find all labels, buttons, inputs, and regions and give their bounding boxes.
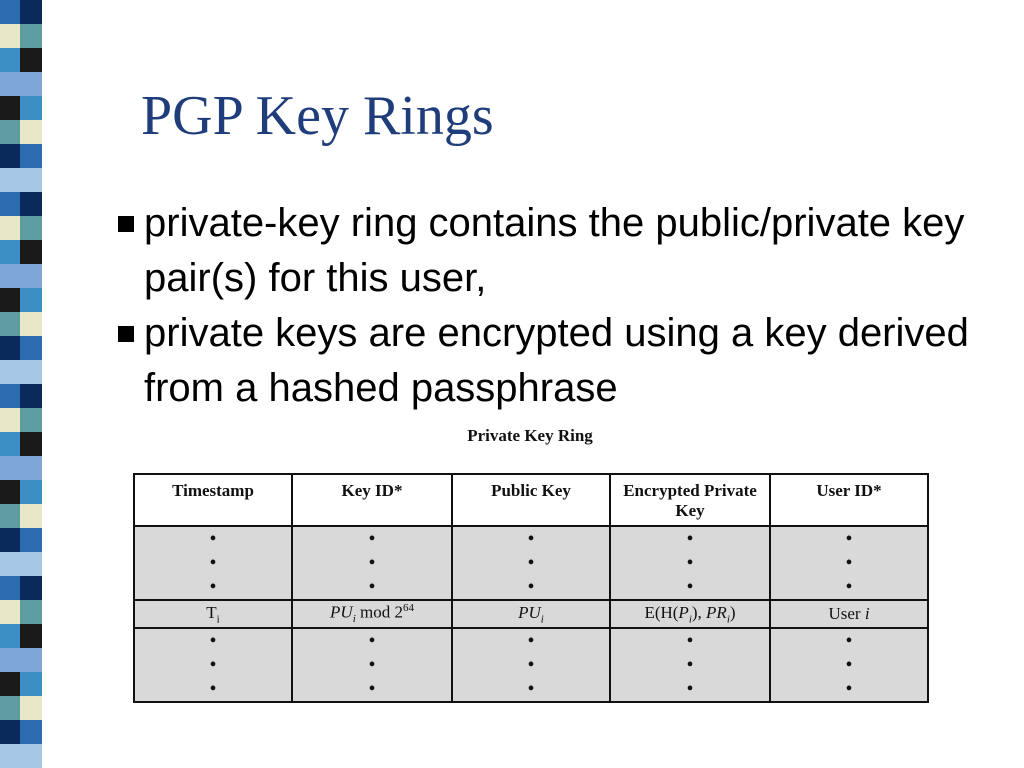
decorative-side-strip [0, 0, 48, 768]
strip-tile [20, 0, 42, 24]
strip-tile [0, 72, 20, 96]
square-bullet-icon [118, 216, 134, 232]
ellipsis-dots: • • • [686, 528, 694, 598]
strip-tile [0, 96, 20, 120]
header-key-id: Key ID* [292, 474, 452, 526]
strip-tile [0, 408, 20, 432]
table-row [134, 600, 928, 628]
strip-tile [20, 360, 42, 384]
strip-tile [20, 96, 42, 120]
strip-tile [0, 504, 20, 528]
strip-tile [20, 528, 42, 552]
ellipsis-cell [134, 628, 292, 702]
bullet-text: private keys are encrypted using a key derived from a hashed passphrase [144, 311, 969, 410]
strip-tile [20, 312, 42, 336]
strip-tile [20, 48, 42, 72]
ellipsis-cell [770, 526, 928, 600]
bullet-item [116, 196, 996, 306]
strip-tile [0, 696, 20, 720]
ellipsis-dots: • • • [368, 528, 376, 598]
ellipsis-cell [452, 628, 610, 702]
strip-tile [0, 168, 20, 192]
cell-timestamp: $T_i$ [134, 600, 292, 628]
ellipsis-cell [610, 526, 770, 600]
strip-tile [0, 48, 20, 72]
cell-public-key: $PU_i$ [452, 600, 610, 628]
strip-tile [20, 216, 42, 240]
ellipsis-cell [452, 526, 610, 600]
strip-tile [20, 648, 42, 672]
ellipsis-cell [134, 526, 292, 600]
header-public-key: Public Key [452, 474, 610, 526]
strip-tile [20, 720, 42, 744]
strip-tile [20, 288, 42, 312]
strip-tile [20, 336, 42, 360]
strip-tile [0, 480, 20, 504]
bullet-text: private-key ring contains the public/private key pair(s) for this user, [144, 201, 965, 300]
strip-tile [20, 384, 42, 408]
strip-tile [0, 432, 20, 456]
square-bullet-icon [118, 326, 134, 342]
table-caption: Private Key Ring [467, 426, 593, 445]
strip-tile [0, 624, 20, 648]
strip-tile [0, 648, 20, 672]
strip-tile [0, 528, 20, 552]
strip-tile [0, 264, 20, 288]
strip-tile [20, 192, 42, 216]
table-row-ellipsis [134, 526, 928, 600]
ellipsis-cell [610, 628, 770, 702]
strip-tile [20, 672, 42, 696]
strip-tile [20, 120, 42, 144]
cell-key-id: $PU_i$ mod $2^{64}$ [292, 600, 452, 628]
ellipsis-dots: • • • [527, 630, 535, 700]
ellipsis-cell [292, 526, 452, 600]
ellipsis-dots: • • • [368, 630, 376, 700]
strip-tile [0, 384, 20, 408]
ellipsis-cell [292, 628, 452, 702]
strip-tile [20, 408, 42, 432]
strip-tile [20, 168, 42, 192]
bullet-list [116, 196, 996, 416]
table-row-ellipsis [134, 628, 928, 702]
ellipsis-dots: • • • [527, 528, 535, 598]
strip-tile [20, 144, 42, 168]
header-encrypted-private-key: Encrypted Private Key [610, 474, 770, 526]
table-header-row [134, 474, 928, 526]
ellipsis-dots: • • • [845, 528, 853, 598]
strip-tile [20, 744, 42, 768]
strip-tile [20, 24, 42, 48]
strip-tile [0, 0, 20, 24]
strip-tile [20, 456, 42, 480]
strip-tile [20, 600, 42, 624]
strip-tile [20, 72, 42, 96]
strip-tile [0, 288, 20, 312]
header-timestamp: Timestamp [134, 474, 292, 526]
cell-encrypted-private-key: $E(H(P_i)$, $PR_i$) [610, 600, 770, 628]
strip-tile [0, 600, 20, 624]
ellipsis-dots: • • • [209, 528, 217, 598]
strip-tile [20, 264, 42, 288]
strip-tile [0, 336, 20, 360]
ellipsis-dots: • • • [845, 630, 853, 700]
strip-tile [0, 360, 20, 384]
strip-tile [0, 240, 20, 264]
strip-tile [20, 240, 42, 264]
strip-tile [0, 144, 20, 168]
ellipsis-cell [770, 628, 928, 702]
header-user-id: User ID* [770, 474, 928, 526]
strip-tile [20, 432, 42, 456]
strip-tile [0, 744, 20, 768]
strip-tile [20, 576, 42, 600]
strip-tile [0, 576, 20, 600]
strip-tile [0, 24, 20, 48]
strip-tile [20, 696, 42, 720]
cell-user-id: User i [770, 600, 928, 628]
strip-tile [0, 552, 20, 576]
strip-tile [20, 480, 42, 504]
slide-title: PGP Key Rings [141, 85, 494, 147]
private-key-ring-table [133, 473, 929, 703]
strip-tile [0, 720, 20, 744]
strip-tile [0, 192, 20, 216]
bullet-item [116, 306, 996, 416]
strip-tile [0, 672, 20, 696]
strip-tile [20, 624, 42, 648]
strip-tile [0, 312, 20, 336]
strip-tile [0, 216, 20, 240]
ellipsis-dots: • • • [686, 630, 694, 700]
strip-tile [20, 552, 42, 576]
strip-tile [0, 120, 20, 144]
strip-tile [0, 456, 20, 480]
ellipsis-dots: • • • [209, 630, 217, 700]
strip-tile [20, 504, 42, 528]
